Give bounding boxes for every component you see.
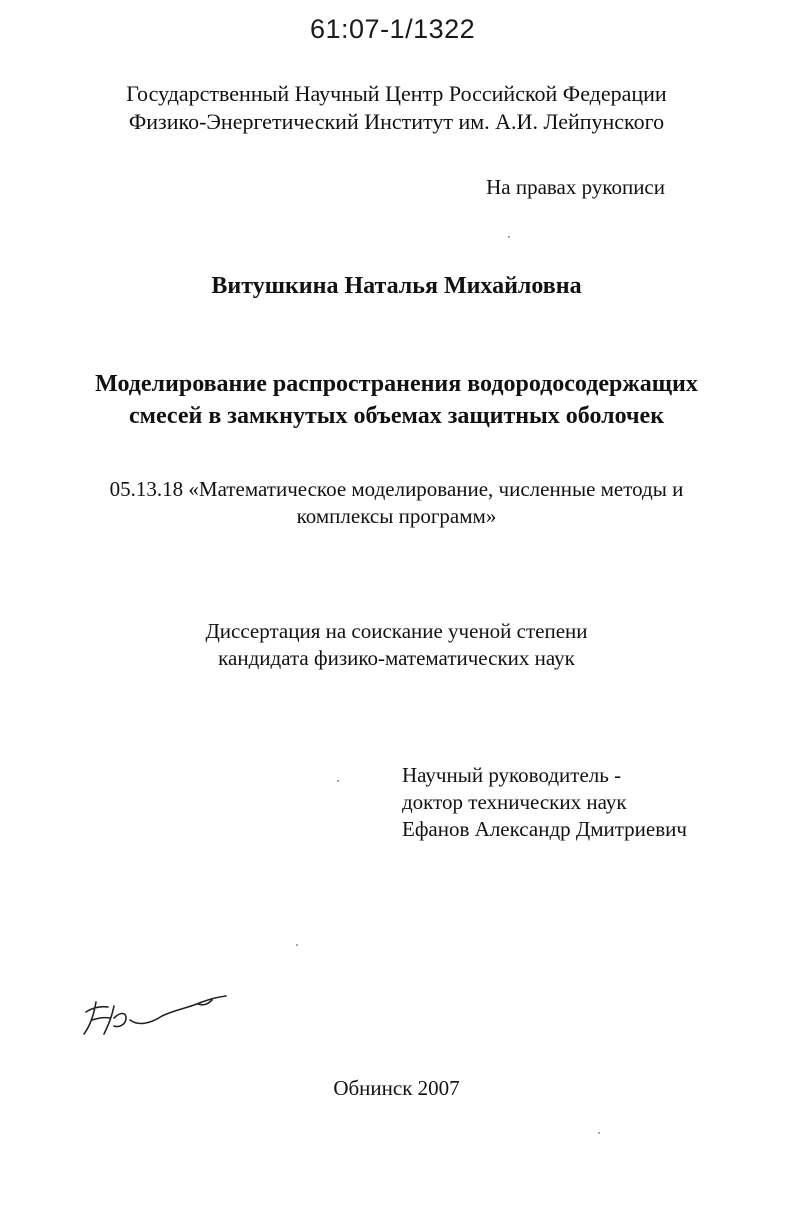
organization-block xyxy=(0,80,793,136)
specialty-block xyxy=(0,476,793,530)
advisor-degree: доктор технических наук xyxy=(402,790,627,814)
scan-speck xyxy=(337,780,339,782)
specialty-line-2: комплексы программ» xyxy=(296,504,497,528)
advisor-block xyxy=(402,762,687,843)
scan-speck xyxy=(508,236,510,238)
organization-line-1: Государственный Научный Центр Российской Федерации xyxy=(126,81,667,106)
degree-block xyxy=(0,618,793,672)
advisor-role: Научный руководитель - xyxy=(402,763,622,787)
rights-note: На правах рукописи xyxy=(486,175,665,199)
library-stamp: 61:07-1/1322 xyxy=(310,14,476,44)
thesis-title xyxy=(0,368,793,432)
thesis-title-line-1: Моделирование распространения водородосодержащих xyxy=(95,371,698,397)
city-year: Обнинск 2007 xyxy=(333,1076,460,1100)
thesis-title-line-2: смесей в замкнутых объемах защитных оболочек xyxy=(128,403,665,429)
advisor-name: Ефанов Александр Дмитриевич xyxy=(402,817,687,841)
degree-line-1: Диссертация на соискание ученой степени xyxy=(205,619,588,643)
specialty-line-1: 05.13.18 «Математическое моделирование, численные методы и xyxy=(109,477,684,501)
organization-line-2: Физико-Энергетический Институт им. А.И. Лейпунского xyxy=(128,109,665,134)
author-name: Витушкина Наталья Михайловна xyxy=(211,273,582,299)
scan-speck xyxy=(598,1132,600,1134)
handwritten-signature-icon xyxy=(78,990,238,1040)
scan-speck xyxy=(296,944,298,946)
degree-line-2: кандидата физико-математических наук xyxy=(218,646,575,670)
